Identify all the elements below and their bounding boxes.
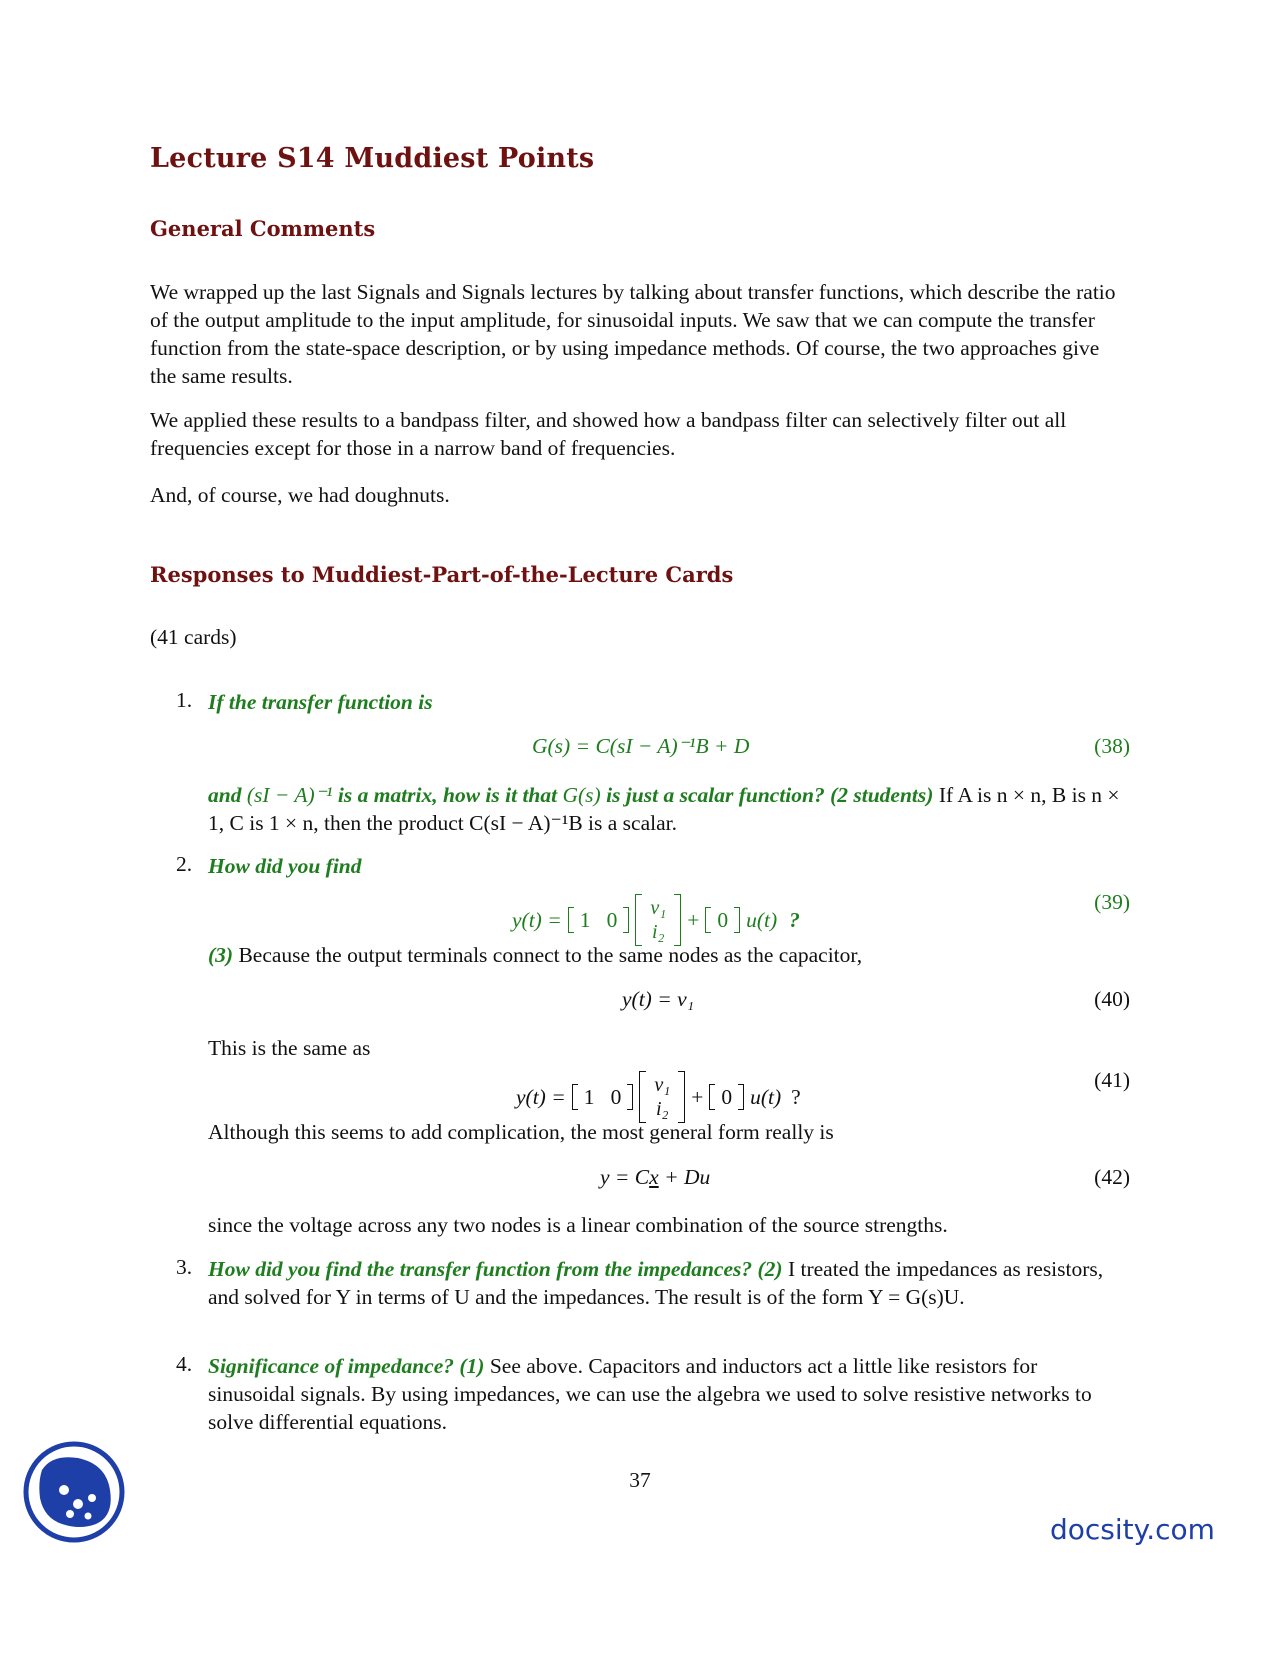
since-text: since the voltage across any two nodes is a linear combination of the source strengths. — [208, 1213, 948, 1237]
eq39-u: u(t) — [746, 907, 778, 932]
same-as-text: This is the same as — [208, 1036, 371, 1060]
eq41-row-bracket-right — [627, 1084, 633, 1110]
section-heading-responses: Responses to Muddiest-Part-of-the-Lecture Cards — [150, 562, 734, 587]
item-number-2: 2. — [176, 852, 193, 876]
eq41-u: u(t) — [750, 1084, 782, 1109]
question-3: How did you find the transfer function from the impedances? (2) — [208, 1257, 783, 1281]
page-number: 37 — [629, 1468, 651, 1492]
q1-matrix: is a matrix, how is it that — [337, 783, 558, 807]
item-number-1: 1. — [176, 688, 193, 712]
eq39-column — [648, 896, 668, 944]
eq39-v1: v₁ — [650, 897, 667, 919]
item-3 — [208, 1255, 1128, 1311]
general-paragraph-2: We applied these results to a bandpass filter, and showed how a bandpass filter can selectively filter out all frequencies except for those in a narrow band of frequencies. — [150, 408, 1067, 460]
answer-2-text: Because the output terminals connect to the same nodes as the capacitor, — [238, 943, 863, 967]
answer-1: If A is n × n, B is n × 1, C is 1 × n, then the product C(sI − A)⁻¹B is a scalar. — [208, 783, 1120, 835]
eq39-row: 1 0 — [579, 907, 618, 932]
eq39-question: ? — [789, 907, 800, 932]
question-1: If the transfer function is — [208, 690, 433, 714]
eq39-col-bracket-left — [635, 894, 642, 946]
equation-39 — [512, 894, 800, 946]
eq39-row-bracket-left — [568, 907, 574, 933]
answer-3: I treated the impedances as resistors, and solved for Y in terms of U and the impedances. The result is of the form Y = G(s)U. — [208, 1257, 1104, 1309]
equation-number-39: (39) — [1094, 890, 1130, 914]
equation-41 — [516, 1071, 801, 1123]
eq41-row: 1 0 — [583, 1084, 622, 1109]
docsity-logo-icon — [22, 1440, 126, 1544]
eq41-col-bracket-left — [639, 1071, 646, 1123]
equation-42: y = Cx + Du — [600, 1165, 711, 1189]
eq39-lhs: y(t) = — [512, 907, 562, 932]
eq41-column — [652, 1073, 672, 1121]
equation-number-40: (40) — [1094, 987, 1130, 1011]
eq41-question: ? — [791, 1084, 801, 1109]
eq39-zero: 0 — [717, 907, 729, 932]
general-paragraph-3: And, of course, we had doughnuts. — [150, 483, 450, 507]
item-4 — [208, 1352, 1128, 1436]
q1-math: (sI − A)⁻¹ — [246, 783, 333, 807]
eq41-lhs: y(t) = — [516, 1084, 566, 1109]
equation-40: y(t) = v₁ — [622, 987, 695, 1011]
page-title: Lecture S14 Muddiest Points — [150, 143, 595, 174]
item-number-4: 4. — [176, 1352, 193, 1376]
eq39-zero-bracket-left — [705, 907, 711, 933]
general-paragraph-1: We wrapped up the last Signals and Signals lectures by talking about transfer functions, which describe the ratio of the output amplitude to the input amplitude, for sinusoidal inputs. We saw that we can compute the transfer function from the state-space description, or by using impedance methods. Of course, the two approaches give the same results. — [150, 280, 1116, 388]
item-number-3: 3. — [176, 1255, 193, 1279]
eq39-i2: i₂ — [652, 921, 665, 943]
q2-votes: (3) — [208, 943, 234, 967]
question-2: How did you find — [208, 854, 362, 878]
docsity-brand-link[interactable]: docsity.com — [1050, 1513, 1215, 1546]
eq39-zero-bracket-right — [734, 907, 740, 933]
q1-and: and — [208, 783, 242, 807]
q1-scalar: is just a scalar function? (2 students) — [606, 783, 934, 807]
eq41-plus: + — [691, 1084, 704, 1109]
eq41-i2: i₂ — [656, 1098, 669, 1120]
equation-number-38: (38) — [1094, 734, 1130, 758]
eq41-zero-bracket-left — [709, 1084, 715, 1110]
eq41-v1: v₁ — [654, 1074, 671, 1096]
section-heading-general: General Comments — [150, 216, 376, 241]
eq39-row-bracket-right — [623, 907, 629, 933]
eq39-col-bracket-right — [674, 894, 681, 946]
answer-2 — [208, 941, 1128, 969]
equation-38: G(s) = C(sI − A)⁻¹B + D — [532, 734, 750, 758]
q1-math2: G(s) — [562, 783, 601, 807]
eq41-col-bracket-right — [678, 1071, 685, 1123]
question-4: Significance of impedance? (1) — [208, 1354, 485, 1378]
eq41-zero-bracket-right — [738, 1084, 744, 1110]
equation-number-41: (41) — [1094, 1068, 1130, 1092]
eq39-plus: + — [687, 907, 700, 932]
equation-number-42: (42) — [1094, 1165, 1130, 1189]
eq41-row-bracket-left — [572, 1084, 578, 1110]
question-1-continued — [208, 781, 1128, 837]
answer-4: See above. Capacitors and inductors act a little like resistors for sinusoidal signals. By using impedances, we can use the algebra we used to solve resistive networks to solve differential equations. — [208, 1354, 1092, 1434]
eq41-zero: 0 — [721, 1084, 733, 1109]
cards-count: (41 cards) — [150, 625, 237, 649]
although-text: Although this seems to add complication, the most general form really is — [208, 1120, 834, 1144]
